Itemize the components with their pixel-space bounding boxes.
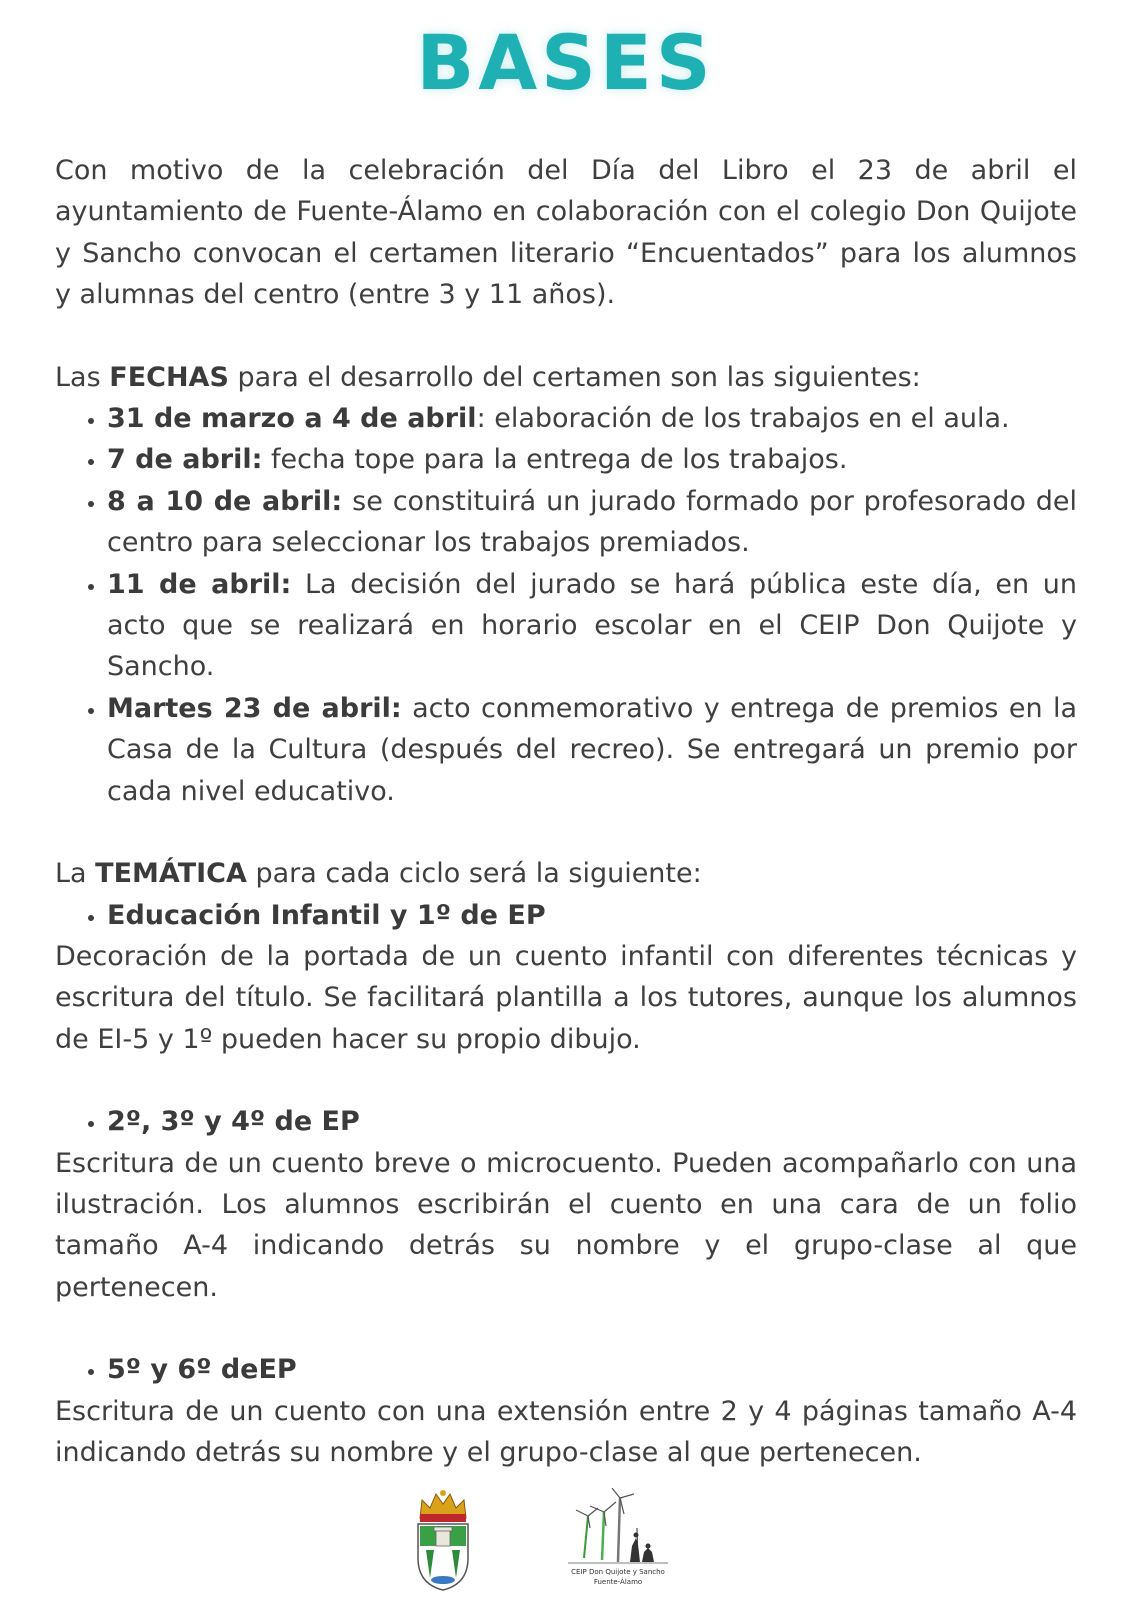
fechas-intro-pre: Las (55, 361, 110, 393)
coat-of-arms-icon (412, 1488, 474, 1592)
school-name: CEIP Don Quijote y Sancho (571, 1568, 665, 1576)
tematica-heading (107, 895, 1077, 936)
tematica-keyword: TEMÁTICA (95, 858, 247, 890)
fechas-item-date: Martes 23 de abril: (107, 692, 402, 724)
fechas-item-text: acto conmemorativo y entrega de premios en la Casa de la Cultura (después del recreo). Se entregará un premio por cada nivel educativo. (107, 692, 1078, 807)
fechas-intro-post: para el desarrollo del certamen son las siguientes: (228, 361, 921, 393)
tematica-heading-text: Educación Infantil y 1º de EP (107, 899, 546, 931)
footer-logos (0, 1488, 1131, 1596)
tematica-intro-post: para cada ciclo será la siguiente: (246, 858, 702, 890)
fechas-item (107, 688, 1077, 812)
fechas-item-date: 31 de marzo a 4 de abril (107, 403, 477, 435)
intro-paragraph: Con motivo de la celebración del Día del Libro el 23 de abril el ayuntamiento de Fuente-Álamo en colaboración con el colegio Don Quijote y Sancho convocan el certamen literario “Encuentados” para los alumnos y alumnas del centro (entre 3 y 11 años). (55, 155, 1077, 311)
tematica-description: Decoración de la portada de un cuento infantil con diferentes técnicas y escritura del título. Se facilitará plantilla a los tutores, aunque los alumnos de EI-5 y 1º pueden hacer su propio dibujo. (55, 940, 1077, 1055)
tematica-intro (55, 853, 1077, 894)
fechas-item-text: se constituirá un jurado formado por profesorado del centro para seleccionar los trabajos premiados. (107, 485, 1077, 559)
fechas-item (107, 439, 1077, 480)
tematica-description: Escritura de un cuento con una extensión entre 2 y 4 páginas tamaño A-4 indicando detrás su nombre y el grupo-clase al que pertenecen. (55, 1395, 1077, 1468)
fechas-item-text: fecha tope para la entrega de los trabajos. (262, 444, 848, 476)
fechas-item (107, 398, 1077, 439)
tematica-description: Escritura de un cuento breve o microcuento. Pueden acompañarlo con una ilustración. Los alumnos escribirán el cuento en una cara de un folio tamaño A-4 indicando detrás su nombre y el grupo-clase al que pertenecen. (55, 1147, 1077, 1303)
fechas-item-date: 8 a 10 de abril: (107, 485, 343, 517)
tematica-heading (107, 1349, 1077, 1390)
fechas-item-date: 11 de abril: (107, 568, 292, 600)
windmill-quixote-logo (568, 1488, 668, 1568)
fechas-intro (55, 357, 1077, 398)
tematica-heading-list (55, 1349, 1077, 1390)
fechas-item-date: 7 de abril: (107, 444, 263, 476)
school-town: Fuente-Álamo (593, 1578, 643, 1586)
fechas-keyword: FECHAS (109, 361, 229, 393)
tematica-intro-pre: La (55, 858, 96, 890)
school-logo (568, 1488, 668, 1598)
tematica-heading (107, 1101, 1077, 1142)
tematica-heading-list (55, 1101, 1077, 1142)
fechas-item-text: La decisión del jurado se hará pública este día, en un acto que se realizará en horario escolar en el CEIP Don Quijote y Sancho. (107, 568, 1077, 683)
tematica-heading-list (55, 895, 1077, 936)
page-title: BASES (416, 18, 715, 107)
fechas-item (107, 481, 1077, 564)
fechas-list (55, 398, 1077, 812)
tematica-heading-text: 2º, 3º y 4º de EP (107, 1106, 360, 1138)
fechas-item (107, 564, 1077, 688)
document-body (55, 150, 1077, 1473)
fechas-item-text: : elaboración de los trabajos en el aula. (476, 403, 1010, 435)
tematica-heading-text: 5º y 6º deEP (107, 1354, 297, 1386)
